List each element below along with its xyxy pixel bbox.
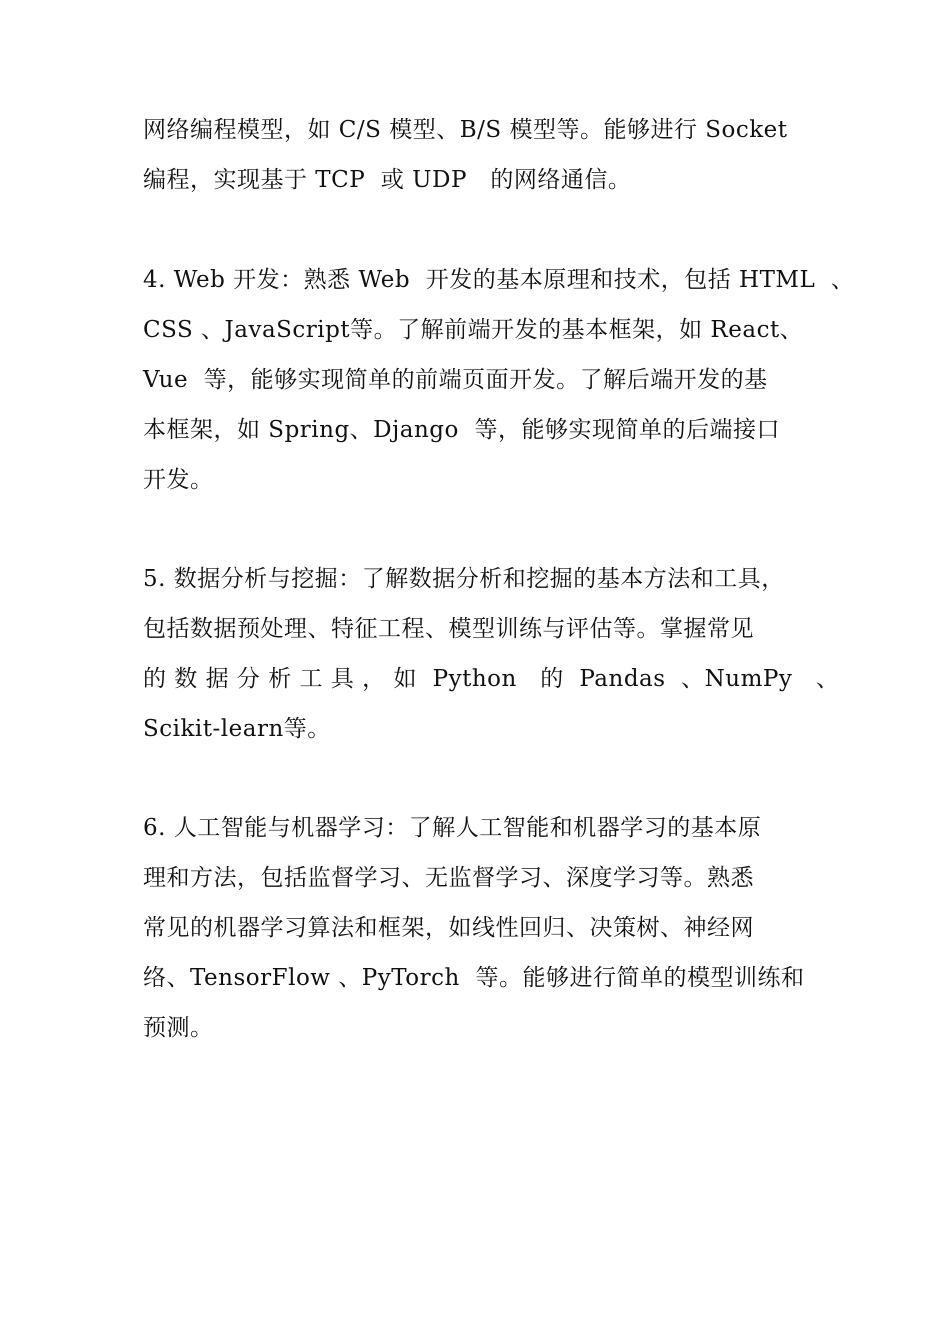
section-6-line: 理和方法，包括监督学习、无监督学习、深度学习等。熟悉 [143,865,754,891]
section-4-line: 本框架，如 Spring、Django 等，能够实现简单的后端接口 [143,417,780,443]
section-4-line: Vue 等，能够实现简单的前端页面开发。了解后端开发的基 [143,367,768,393]
paragraph-line: 网络编程模型，如 C/S 模型、B/S 模型等。能够进行 Socket [143,117,788,143]
section-6-line: 络、TensorFlow 、PyTorch 等。能够进行简单的模型训练和 [143,965,805,991]
section-5-line: 包括数据预处理、特征工程、模型训练与评估等。掌握常见 [143,616,754,642]
section-6-line: 6. 人工智能与机器学习：了解人工智能和机器学习的基本原 [143,815,762,841]
section-5-line: Scikit-learn等。 [143,716,331,742]
section-4-line: 4. Web 开发：熟悉 Web 开发的基本原理和技术，包括 HTML 、 [143,267,855,293]
section-5-line: 5. 数据分析与挖掘：了解数据分析和挖掘的基本方法和工具， [143,566,785,592]
paragraph-line: 编程，实现基于 TCP 或 UDP 的网络通信。 [143,167,632,193]
section-4-line: CSS 、JavaScript等。了解前端开发的基本框架，如 React、 [143,317,804,343]
section-4-line: 开发。 [143,467,214,493]
section-5-line: 的 数 据 分 析 工 具 ， 如 Python 的 Pandas 、NumPy 、 [143,666,840,692]
section-6-line: 预测。 [143,1015,214,1041]
section-6-line: 常见的机器学习算法和框架，如线性回归、决策树、神经网 [143,915,754,941]
